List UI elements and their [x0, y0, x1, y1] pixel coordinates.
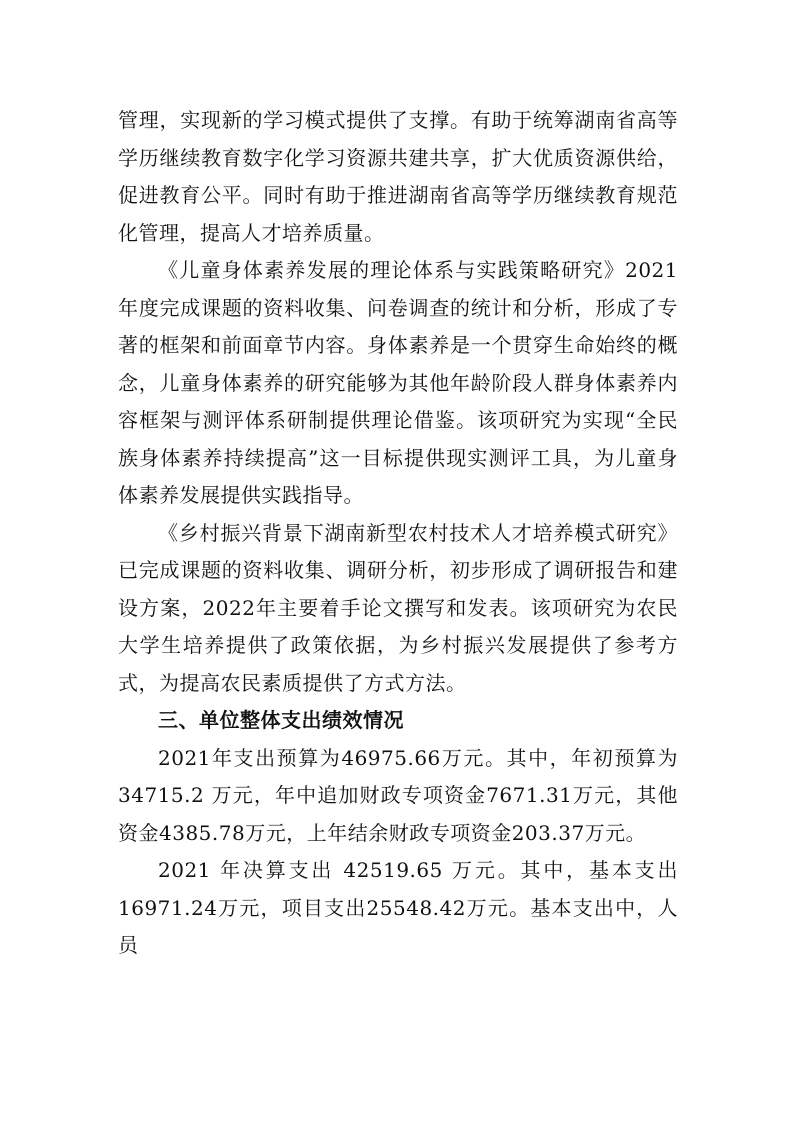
document-page	[118, 102, 678, 965]
paragraph-child-physical-literacy: 《儿童身体素养发展的理论体系与实践策略研究》2021年度完成课题的资料收集、问卷调查的统计和分析，形成了专著的框架和前面章节内容。身体素养是一个贯穿生命始终的概念，儿童身体素养的研究能够为其他年龄阶段人群身体素养内容框架与测评体系研制提供理论借鉴。该项研究为实现“全民族身体素养持续提高”这一目标提供现实测评工具，为儿童身体素养发展提供实践指导。	[118, 258, 678, 507]
paragraph-budget: 2021年支出预算为46975.66万元。其中，年初预算为34715.2 万元，年中追加财政专项资金7671.31万元，其他资金4385.78万元，上年结余财政专项资金203.37万元。	[118, 745, 678, 845]
section-heading: 三、单位整体支出绩效情况	[158, 708, 404, 732]
paragraph-rural-revitalization: 《乡村振兴背景下湖南新型农村技术人才培养模式研究》已完成课题的资料收集、调研分析，初步形成了调研报告和建设方案，2022年主要着手论文撰写和发表。该项研究为农民大学生培养提供了政策依据，为乡村振兴发展提供了参考方式，为提高农民素质提供了方式方法。	[118, 520, 678, 695]
paragraph-continuation: 管理，实现新的学习模式提供了支撑。有助于统筹湖南省高等学历继续教育数字化学习资源共建共享，扩大优质资源供给，促进教育公平。同时有助于推进湖南省高等学历继续教育规范化管理，提高人才培养质量。	[118, 108, 678, 245]
paragraph-final-accounts: 2021 年决算支出 42519.65 万元。其中，基本支出16971.24万元，项目支出25548.42万元。基本支出中，人员	[118, 858, 678, 957]
